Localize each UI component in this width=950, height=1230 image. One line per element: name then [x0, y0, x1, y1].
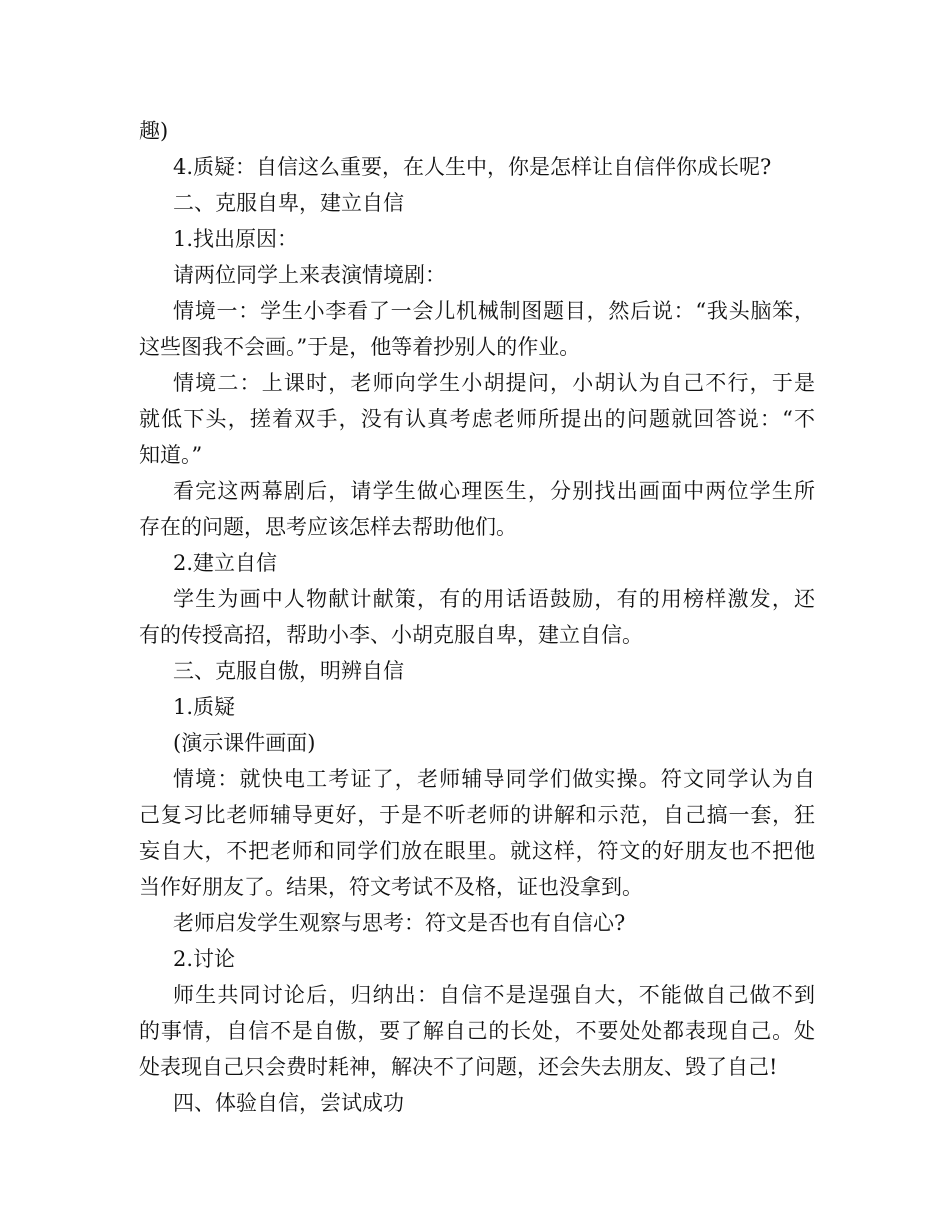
text-line: 4.质疑：自信这么重要，在人生中，你是怎样让自信伴你成长呢?: [173, 155, 772, 179]
text-line: 1.找出原因：: [173, 227, 299, 251]
text-line: 当作好朋友了。结果，符文考试不及格，证也没拿到。: [139, 875, 643, 899]
text-line: (演示课件画面): [173, 731, 316, 755]
text-line: 知道。”: [139, 443, 203, 467]
text-line: 趣): [139, 119, 169, 143]
text-line: 师生共同讨论后，归纳出：自信不是逞强自大，不能做自己做不到: [173, 983, 815, 1007]
text-line: 己复习比老师辅导更好，于是不听老师的讲解和示范，自己搞一套，狂: [139, 803, 815, 827]
text-line: 存在的问题，思考应该怎样去帮助他们。: [139, 515, 517, 539]
text-line: 看完这两幕剧后，请学生做心理医生，分别找出画面中两位学生所: [173, 479, 815, 503]
text-line: 学生为画中人物献计献策，有的用话语鼓励，有的用榜样激发，还: [173, 587, 815, 611]
text-line: 请两位同学上来表演情境剧：: [173, 263, 446, 287]
document-page: [139, 113, 815, 1121]
text-line: 情境二：上课时，老师向学生小胡提问，小胡认为自己不行，于是: [173, 371, 815, 395]
text-line: 2.建立自信: [173, 551, 278, 575]
text-line: 1.质疑: [173, 695, 236, 719]
text-line: 四、体验自信，尝试成功: [173, 1091, 404, 1115]
text-line: 二、克服自卑，建立自信: [173, 191, 404, 215]
text-line: 情境一：学生小李看了一会儿机械制图题目，然后说：“我头脑笨，: [173, 299, 815, 323]
text-line: 有的传授高招，帮助小李、小胡克服自卑，建立自信。: [139, 623, 643, 647]
text-line: 的事情，自信不是自傲，要了解自己的长处，不要处处都表现自己。处: [139, 1019, 815, 1043]
text-line: 情境：就快电工考证了，老师辅导同学们做实操。符文同学认为自: [173, 767, 815, 791]
text-line: 就低下头，搓着双手，没有认真考虑老师所提出的问题就回答说：“不: [139, 407, 815, 431]
text-line: 这些图我不会画。”于是，他等着抄别人的作业。: [139, 335, 581, 359]
text-line: 三、克服自傲，明辨自信: [173, 659, 404, 683]
text-line: 2.讨论: [173, 947, 236, 971]
text-line: 妄自大，不把老师和同学们放在眼里。就这样，符文的好朋友也不把他: [139, 839, 815, 863]
text-line: 老师启发学生观察与思考：符文是否也有自信心?: [173, 911, 626, 935]
text-line: 处表现自己只会费时耗神，解决不了问题，还会失去朋友、毁了自己!: [139, 1055, 778, 1079]
